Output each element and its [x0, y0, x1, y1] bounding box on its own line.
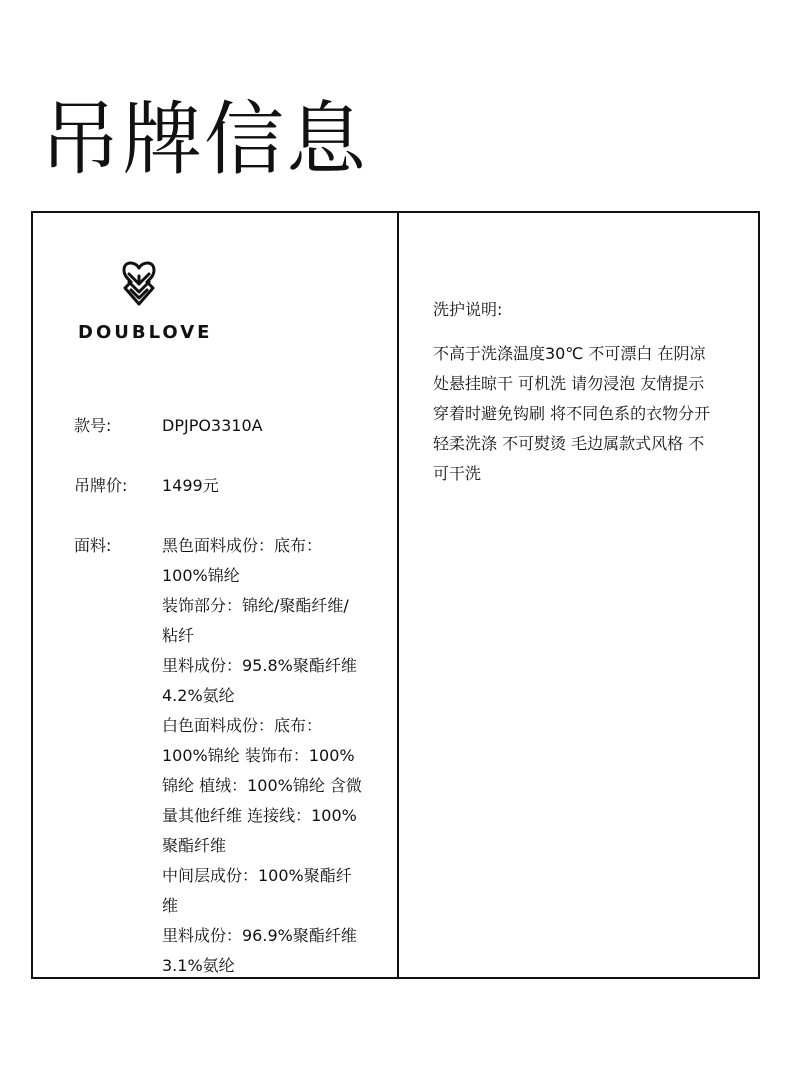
fabric-line: 里料成份：95.8%聚酯纤维 — [162, 656, 357, 675]
fabric-line: 维 — [162, 896, 179, 915]
care-line: 处悬挂晾干 可机洗 请勿浸泡 友情提示 — [433, 374, 705, 393]
fabric-line: 装饰部分：锦纶/聚酯纤维/ — [162, 596, 349, 615]
style-number-label: 款号: — [74, 416, 112, 435]
fabric-line: 黑色面料成份：底布： — [162, 536, 323, 555]
price-value: 1499元 — [162, 476, 219, 495]
care-line: 不高于洗涤温度30℃ 不可漂白 在阴凉 — [433, 344, 706, 363]
care-instructions-panel — [399, 213, 760, 977]
care-title: 洗护说明: — [433, 300, 503, 319]
brand-name: DOUBLOVE — [78, 322, 213, 343]
care-instructions-text — [433, 339, 753, 489]
fabric-line: 中间层成份：100%聚酯纤 — [162, 866, 352, 885]
price-label: 吊牌价: — [74, 476, 128, 495]
fabric-line: 4.2%氨纶 — [162, 686, 235, 705]
style-number-value: DPJPO3310A — [162, 416, 263, 435]
care-line: 轻柔洗涤 不可熨烫 毛边属款式风格 不 — [433, 434, 705, 453]
fabric-line: 100%锦纶 — [162, 566, 240, 585]
fabric-line: 3.1%氨纶 — [162, 956, 235, 975]
fabric-line: 聚酯纤维 — [162, 836, 227, 855]
care-line: 穿着时避免钩刷 将不同色系的衣物分开 — [433, 404, 711, 423]
tag-details-panel — [33, 213, 397, 977]
fabric-label: 面料: — [74, 536, 112, 555]
heart-knot-logo-icon — [119, 258, 159, 308]
page-title: 吊牌信息 — [40, 93, 368, 186]
fabric-line: 里料成份：96.9%聚酯纤维 — [162, 926, 357, 945]
fabric-line: 锦纶 植绒：100%锦纶 含微 — [162, 776, 362, 795]
care-line: 可干洗 — [433, 464, 482, 483]
brand-logo — [78, 258, 213, 348]
fabric-composition — [162, 531, 392, 981]
fabric-line: 白色面料成份：底布： — [162, 716, 323, 735]
tag-info-table — [31, 211, 760, 979]
fabric-line: 量其他纤维 连接线：100% — [162, 806, 357, 825]
fabric-line: 100%锦纶 装饰布：100% — [162, 746, 355, 765]
fabric-line: 粘纤 — [162, 626, 195, 645]
